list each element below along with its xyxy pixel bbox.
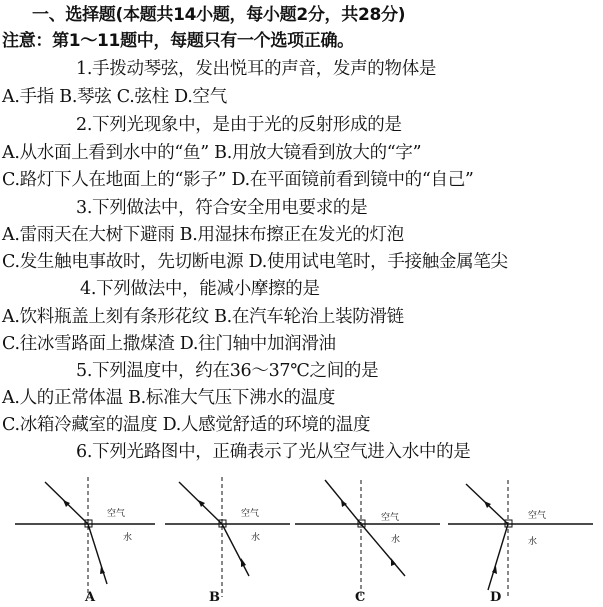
question-3-options-cd: C.发生触电事故时，先切断电源 D.使用试电笔时，手接触金属笔尖 [2,252,508,272]
medium-label-water: 水 [123,533,133,543]
medium-label-air: 空气 [528,511,547,521]
question-3-options-ab: A.雷雨天在大树下避雨 B.用湿抹布擦正在发光的灯泡 [2,225,404,245]
ray-diagram-c-svg [295,472,445,607]
question-2-options-ab: A.从水面上看到水中的“鱼” B.用放大镜看到放大的“字” [2,143,422,163]
ray-diagram-b-svg [165,472,315,607]
medium-label-water: 水 [251,533,261,543]
medium-label-air: 空气 [381,513,400,523]
ray-diagram-label: A [85,590,96,605]
question-5-options-ab: A.人的正常体温 B.标准大气压下沸水的温度 [2,388,336,408]
question-5-options-cd: C.冰箱冷藏室的温度 D.人感觉舒适的环境的温度 [2,415,371,435]
medium-label-water: 水 [391,535,401,545]
question-6-stem: 6.下列光路图中，正确表示了光从空气进入水中的是 [76,442,471,462]
medium-label-water: 水 [528,537,538,547]
question-5-stem: 5.下列温度中，约在36～37℃之间的是 [76,361,379,381]
medium-label-air: 空气 [107,509,126,519]
question-4-stem: 4.下列做法中，能减小摩擦的是 [80,279,320,299]
section-note: 注意：第1～11题中，每题只有一个选项正确。 [2,31,354,51]
ray-diagram-a [15,472,165,607]
ray-diagram-c [295,472,445,607]
ray-diagram-a-svg [15,472,165,607]
section-heading: 一、选择题(本题共14小题，每小题2分，共28分) [32,5,406,25]
question-4-options-ab: A.饮料瓶盖上刻有条形花纹 B.在汽车轮治上装防滑链 [2,307,404,327]
medium-label-air: 空气 [241,509,260,519]
ray-diagram-b [165,472,315,607]
question-2-stem: 2.下列光现象中，是由于光的反射形成的是 [76,115,402,135]
question-1-options: A.手指 B.琴弦 C.弦柱 D.空气 [2,87,227,107]
ray-diagrams [0,472,603,607]
question-1-stem: 1.手拨动琴弦，发出悦耳的声音，发声的物体是 [76,59,437,79]
ray-diagram-label: C [355,590,366,605]
ray-diagram-d [448,472,598,607]
ray-diagram-label: D [490,590,502,605]
question-3-stem: 3.下列做法中，符合安全用电要求的是 [76,198,368,218]
ray-diagram-d-svg [448,472,598,607]
question-2-options-cd: C.路灯下人在地面上的“影子” D.在平面镜前看到镜中的“自己” [2,170,474,190]
ray-diagram-label: B [209,590,220,605]
question-4-options-cd: C.往冰雪路面上撒煤渣 D.往门轴中加润滑油 [2,334,336,354]
